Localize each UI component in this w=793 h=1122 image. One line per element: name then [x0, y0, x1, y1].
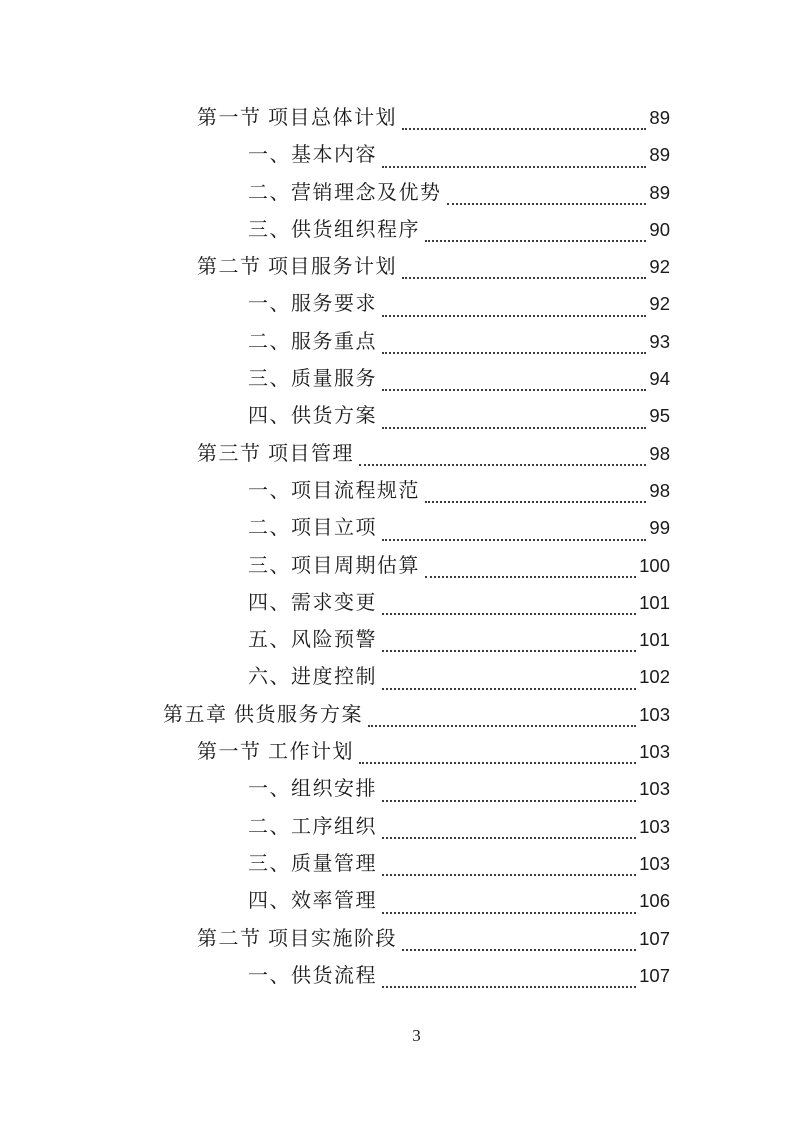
- toc-entry-label: 三、供货组织程序: [248, 218, 420, 241]
- toc-leader-dots: [402, 248, 646, 279]
- toc-leader-dots: [425, 472, 646, 503]
- toc-entry[interactable]: [0, 845, 670, 882]
- toc-entry[interactable]: [0, 397, 670, 434]
- toc-entry-label: 一、项目流程规范: [248, 479, 420, 502]
- toc-entry-label: 二、工序组织: [248, 815, 377, 838]
- toc-entry-page: 98: [649, 442, 670, 464]
- toc-entry-label: 三、质量服务: [248, 368, 377, 391]
- toc-entry[interactable]: [0, 323, 670, 360]
- toc-leader-dots: [382, 136, 646, 167]
- toc-leader-dots: [382, 360, 646, 391]
- toc-entry-label: 第二节 项目实施阶段: [197, 927, 397, 950]
- toc-leader-dots: [425, 547, 636, 578]
- toc-entry-page: 100: [639, 554, 670, 576]
- toc-entry[interactable]: [0, 658, 670, 695]
- toc-entry-label: 第二节 项目服务计划: [197, 256, 397, 279]
- toc-entry-page: 89: [649, 107, 670, 128]
- toc-entry-page: 103: [639, 741, 670, 763]
- toc-leader-dots: [382, 621, 636, 652]
- toc-leader-dots: [359, 733, 636, 764]
- toc-entry[interactable]: [0, 808, 670, 845]
- toc-entry-page: 106: [639, 890, 670, 912]
- toc-entry-label: 一、组织安排: [248, 778, 377, 801]
- toc-leader-dots: [382, 658, 636, 689]
- toc-entry-label: 一、基本内容: [248, 144, 377, 167]
- toc-entry-label: 一、服务要求: [248, 293, 377, 316]
- toc-entry[interactable]: [0, 547, 670, 584]
- toc-entry[interactable]: [0, 435, 670, 472]
- toc-entry-page: 93: [649, 330, 670, 352]
- toc-entry-page: 101: [639, 629, 670, 651]
- toc-leader-dots: [402, 920, 636, 951]
- toc-entry[interactable]: [0, 621, 670, 658]
- toc-leader-dots: [382, 845, 636, 876]
- toc-leader-dots: [382, 808, 636, 839]
- table-of-contents: [0, 99, 670, 994]
- toc-entry-label: 第三节 项目管理: [197, 442, 354, 465]
- toc-entry-page: 107: [639, 964, 670, 986]
- toc-entry[interactable]: [0, 472, 670, 509]
- toc-entry-page: 89: [649, 181, 670, 203]
- toc-entry-page: 107: [639, 927, 670, 949]
- toc-leader-dots: [368, 696, 636, 727]
- toc-entry[interactable]: [0, 509, 670, 546]
- toc-entry-label: 第一节 工作计划: [197, 741, 354, 764]
- toc-entry-page: 89: [649, 144, 670, 166]
- toc-entry[interactable]: [0, 882, 670, 919]
- toc-leader-dots: [359, 435, 646, 466]
- toc-leader-dots: [447, 174, 647, 205]
- toc-entry[interactable]: [0, 99, 670, 136]
- toc-entry-page: 94: [649, 368, 670, 390]
- toc-entry[interactable]: [0, 248, 670, 285]
- toc-entry[interactable]: [0, 211, 670, 248]
- toc-entry-page: 92: [649, 256, 670, 278]
- toc-leader-dots: [382, 397, 646, 428]
- toc-leader-dots: [382, 882, 636, 913]
- toc-entry[interactable]: [0, 285, 670, 322]
- toc-entry-label: 一、供货流程: [248, 964, 377, 987]
- toc-entry-label: 五、风险预警: [248, 629, 377, 652]
- toc-leader-dots: [382, 285, 646, 316]
- toc-entry[interactable]: [0, 360, 670, 397]
- toc-entry-label: 四、供货方案: [248, 405, 377, 428]
- toc-entry-page: 103: [639, 778, 670, 800]
- toc-leader-dots: [382, 957, 636, 988]
- toc-entry-label: 第五章 供货服务方案: [163, 703, 363, 726]
- toc-entry-label: 六、进度控制: [248, 666, 377, 689]
- toc-entry-page: 101: [639, 591, 670, 613]
- toc-leader-dots: [382, 770, 636, 801]
- toc-entry-label: 二、营销理念及优势: [248, 181, 442, 204]
- toc-entry-page: 98: [649, 479, 670, 501]
- toc-entry-page: 99: [649, 517, 670, 539]
- toc-entry-label: 三、质量管理: [248, 852, 377, 875]
- toc-entry-page: 103: [639, 852, 670, 874]
- toc-leader-dots: [382, 323, 646, 354]
- toc-leader-dots: [425, 211, 646, 242]
- toc-entry-page: 92: [649, 293, 670, 315]
- toc-entry-label: 四、需求变更: [248, 591, 377, 614]
- toc-entry-label: 二、服务重点: [248, 330, 377, 353]
- toc-entry-label: 四、效率管理: [248, 890, 377, 913]
- toc-entry-label: 二、项目立项: [248, 517, 377, 540]
- toc-leader-dots: [382, 584, 636, 615]
- page-number: 3: [412, 1026, 421, 1045]
- toc-entry[interactable]: [0, 920, 670, 957]
- toc-entry-page: 103: [639, 815, 670, 837]
- toc-entry-page: 90: [649, 218, 670, 240]
- toc-entry[interactable]: [0, 733, 670, 770]
- toc-entry-label: 第一节 项目总体计划: [197, 107, 397, 129]
- toc-entry[interactable]: [0, 957, 670, 994]
- toc-entry-label: 三、项目周期估算: [248, 554, 420, 577]
- toc-entry[interactable]: [0, 770, 670, 807]
- toc-leader-dots: [382, 509, 646, 540]
- toc-entry-page: 102: [639, 666, 670, 688]
- toc-entry[interactable]: [0, 584, 670, 621]
- toc-entry[interactable]: [0, 136, 670, 173]
- toc-leader-dots: [402, 99, 646, 130]
- toc-entry[interactable]: [0, 174, 670, 211]
- toc-entry-page: 103: [639, 703, 670, 725]
- toc-entry[interactable]: [0, 696, 670, 733]
- toc-entry-page: 95: [649, 405, 670, 427]
